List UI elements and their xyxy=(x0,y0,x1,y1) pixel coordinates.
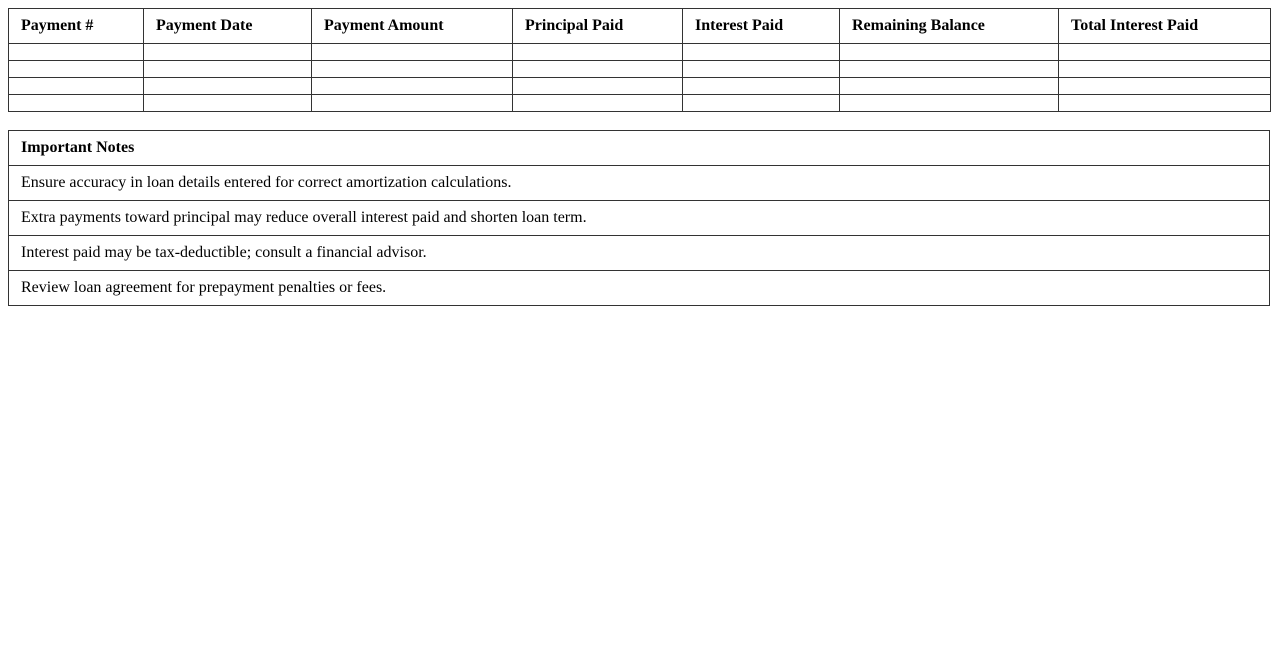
table-cell xyxy=(1059,78,1271,95)
table-cell xyxy=(144,44,312,61)
notes-title-row xyxy=(9,131,1270,166)
table-cell xyxy=(9,95,144,112)
table-cell xyxy=(1059,95,1271,112)
table-cell xyxy=(513,44,683,61)
note-item: Review loan agreement for prepayment penalties or fees. xyxy=(9,271,1270,306)
note-item: Interest paid may be tax-deductible; consult a financial advisor. xyxy=(9,236,1270,271)
column-header-payment-number: Payment # xyxy=(9,9,144,44)
note-item: Extra payments toward principal may reduce overall interest paid and shorten loan term. xyxy=(9,201,1270,236)
table-cell xyxy=(513,95,683,112)
amortization-schedule-table xyxy=(8,8,1271,112)
table-cell xyxy=(9,44,144,61)
note-row xyxy=(9,201,1270,236)
table-cell xyxy=(312,44,513,61)
table-cell xyxy=(1059,61,1271,78)
column-header-interest-paid: Interest Paid xyxy=(683,9,840,44)
table-cell xyxy=(144,78,312,95)
note-row xyxy=(9,166,1270,201)
table-cell xyxy=(513,61,683,78)
column-header-payment-amount: Payment Amount xyxy=(312,9,513,44)
table-cell xyxy=(513,78,683,95)
table-cell xyxy=(840,78,1059,95)
column-header-principal-paid: Principal Paid xyxy=(513,9,683,44)
table-cell xyxy=(1059,44,1271,61)
table-cell xyxy=(840,95,1059,112)
table-cell xyxy=(683,78,840,95)
table-row xyxy=(9,78,1271,95)
table-cell xyxy=(683,95,840,112)
table-cell xyxy=(683,44,840,61)
table-cell xyxy=(9,61,144,78)
table-cell xyxy=(9,78,144,95)
note-row xyxy=(9,271,1270,306)
column-header-remaining-balance: Remaining Balance xyxy=(840,9,1059,44)
note-row xyxy=(9,236,1270,271)
table-cell xyxy=(144,95,312,112)
column-header-total-interest-paid: Total Interest Paid xyxy=(1059,9,1271,44)
important-notes-table xyxy=(8,130,1270,306)
column-header-payment-date: Payment Date xyxy=(144,9,312,44)
table-row xyxy=(9,61,1271,78)
table-cell xyxy=(840,61,1059,78)
table-row xyxy=(9,44,1271,61)
table-row xyxy=(9,95,1271,112)
table-header-row xyxy=(9,9,1271,44)
table-cell xyxy=(312,78,513,95)
table-cell xyxy=(683,61,840,78)
table-cell xyxy=(312,95,513,112)
table-cell xyxy=(312,61,513,78)
note-item: Ensure accuracy in loan details entered for correct amortization calculations. xyxy=(9,166,1270,201)
table-cell xyxy=(144,61,312,78)
notes-title: Important Notes xyxy=(9,131,1270,166)
table-cell xyxy=(840,44,1059,61)
